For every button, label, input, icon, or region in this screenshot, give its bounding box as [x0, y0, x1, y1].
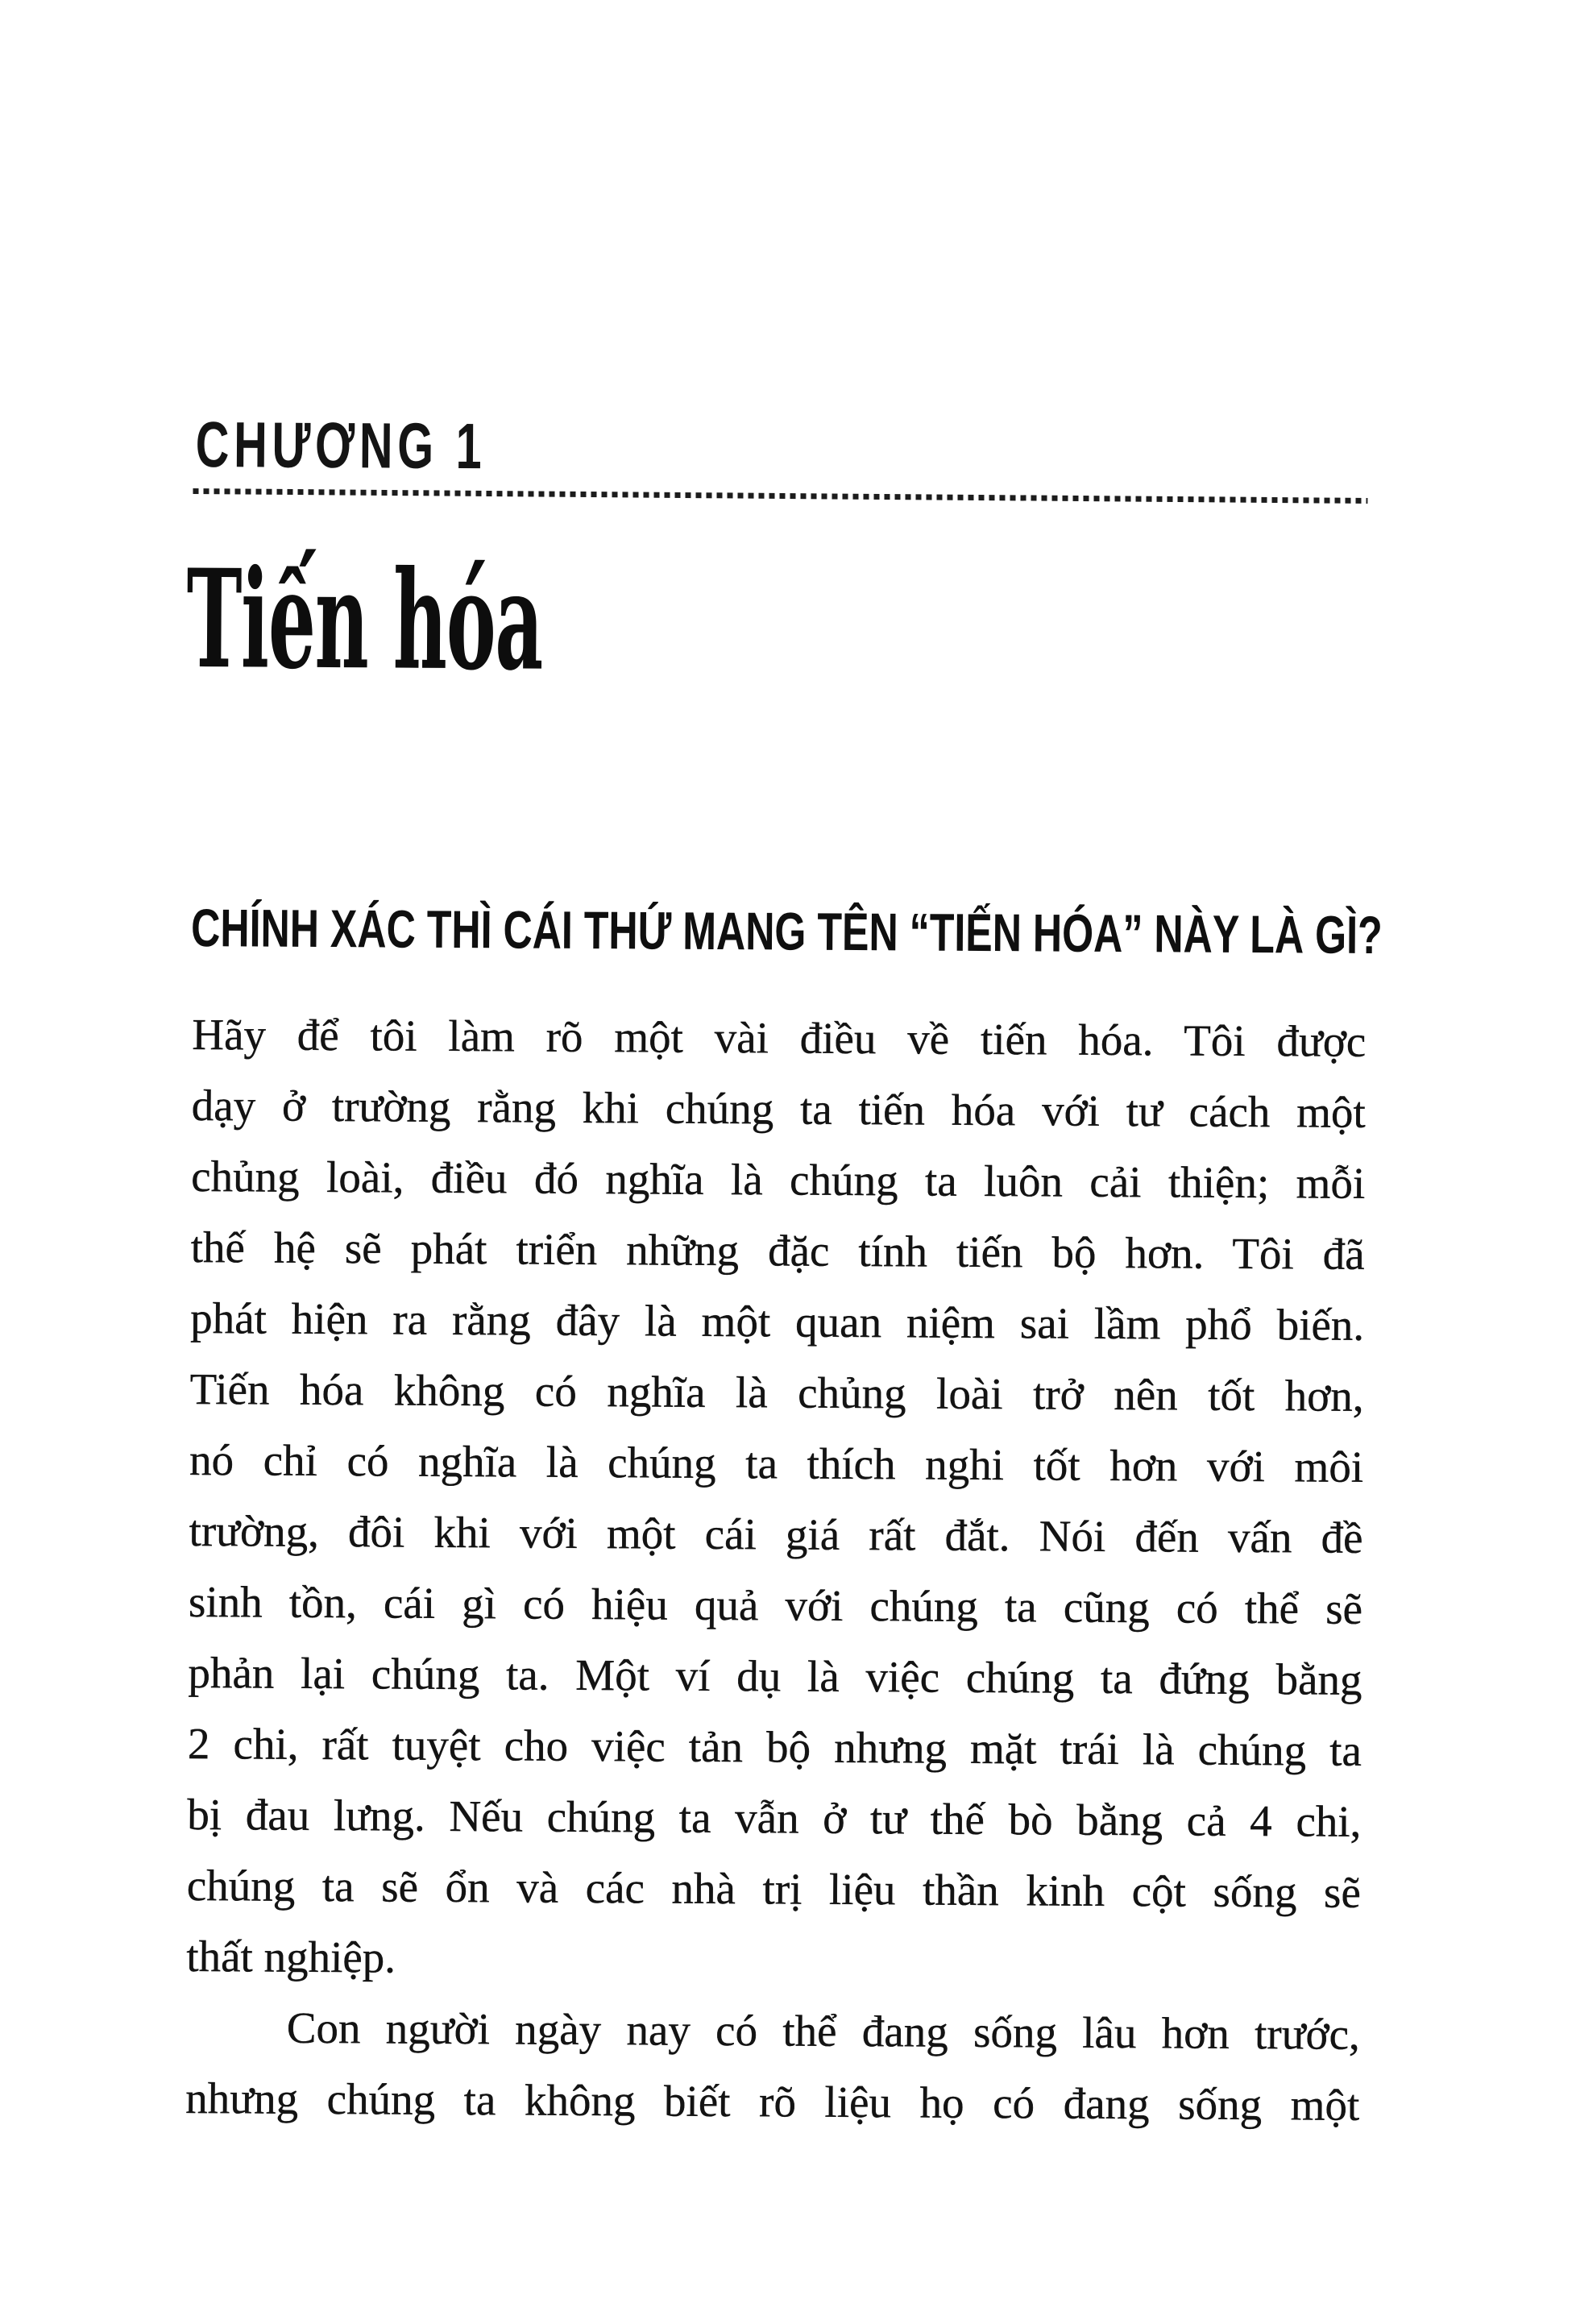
body-line: Hãy để tôi làm rõ một vài điều về tiến hóa. Tôi được	[192, 1009, 1367, 1066]
body-line: chủng loài, điều đó nghĩa là chúng ta luôn cải thiện; mỗi	[191, 1151, 1366, 1208]
body-line-paragraph-end: thất nghiệp.	[186, 1931, 396, 1982]
body-line: sinh tồn, cái gì có hiệu quả với chúng ta cũng có thể sẽ	[188, 1576, 1363, 1633]
body-line: 2 chi, rất tuyệt cho việc tản bộ nhưng mặt trái là chúng ta	[187, 1718, 1362, 1775]
body-line: phản lại chúng ta. Một ví dụ là việc chúng ta đứng bằng	[188, 1647, 1362, 1704]
body-line-paragraph-start: Con người ngày nay có thể đang sống lâu hơn trước,	[286, 2002, 1360, 2059]
body-line: dạy ở trường rằng khi chúng ta tiến hóa với tư cách một	[191, 1080, 1366, 1137]
body-line: nhưng chúng ta không biết rõ liệu họ có đang sống một	[185, 2073, 1360, 2130]
body-line: trường, đôi khi với một cái giá rất đắt. Nói đến vấn đề	[189, 1505, 1363, 1562]
body-line: nó chỉ có nghĩa là chúng ta thích nghi tốt hơn với môi	[189, 1434, 1364, 1492]
body-paragraphs	[185, 999, 1367, 2141]
chapter-title: Tiến hóa	[185, 538, 543, 701]
chapter-label: CHƯƠNG 1	[195, 409, 487, 483]
dotted-divider	[193, 488, 1367, 504]
body-line: chúng ta sẽ ổn và các nhà trị liệu thần kinh cột sống sẽ	[186, 1860, 1362, 1917]
body-line: thế hệ sẽ phát triển những đặc tính tiến bộ hơn. Tôi đã	[190, 1222, 1365, 1279]
section-heading: CHÍNH XÁC THÌ CÁI THỨ MANG TÊN “TIẾN HÓA” NÀY LÀ GÌ?	[190, 897, 1383, 965]
body-line: Tiến hóa không có nghĩa là chủng loài trở nên tốt hơn,	[189, 1363, 1364, 1421]
body-line: phát hiện ra rằng đây là một quan niệm sai lầm phổ biến.	[189, 1293, 1365, 1350]
body-line: bị đau lưng. Nếu chúng ta vẫn ở tư thế bò bằng cả 4 chi,	[187, 1789, 1362, 1846]
